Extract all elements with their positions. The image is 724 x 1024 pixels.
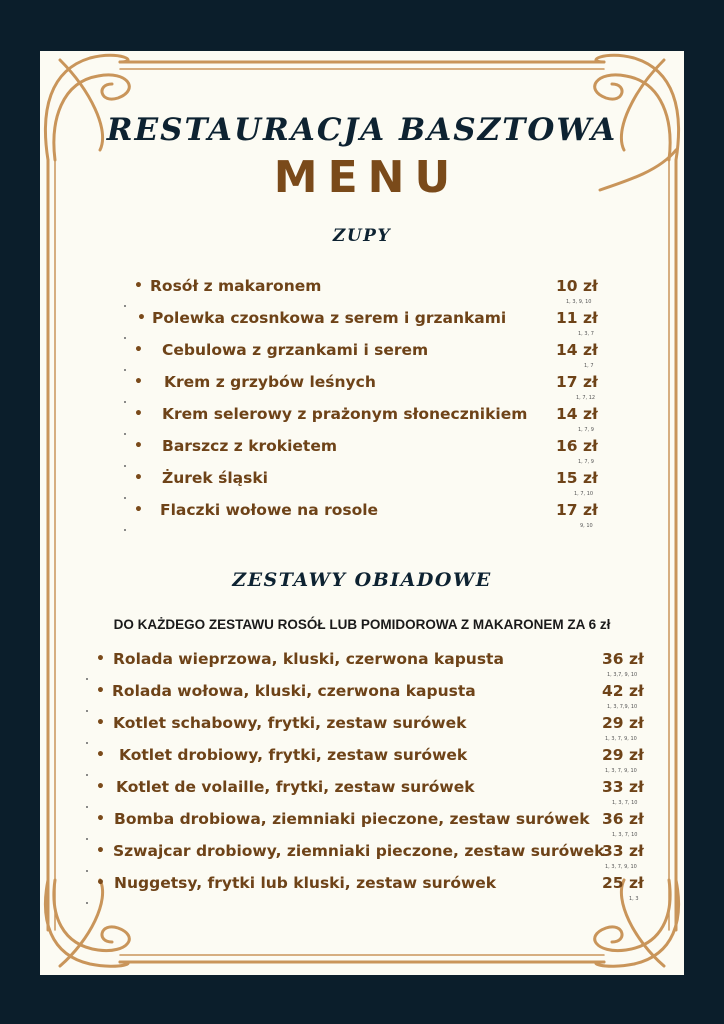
divider-dot xyxy=(86,902,88,904)
soup-item xyxy=(0,373,724,405)
set-item xyxy=(0,778,724,810)
bullet-icon: • xyxy=(134,374,143,390)
dish-name: Żurek śląski xyxy=(162,469,268,487)
soup-item xyxy=(0,277,724,309)
divider-dot xyxy=(86,838,88,840)
divider-dot xyxy=(86,774,88,776)
allergen-codes: 1, 7 xyxy=(584,363,594,369)
dish-name: Rolada wieprzowa, kluski, czerwona kapusta xyxy=(113,650,504,668)
set-item xyxy=(0,650,724,682)
dish-price: 14 zł xyxy=(556,405,598,423)
dish-price: 25 zł xyxy=(602,874,644,892)
divider-dot xyxy=(124,369,126,371)
bullet-icon: • xyxy=(134,502,143,518)
menu-title: MENU xyxy=(273,152,461,203)
dish-price: 42 zł xyxy=(602,682,644,700)
bullet-icon: • xyxy=(134,470,143,486)
sets-soup-note: DO KAŻDEGO ZESTAWU ROSÓŁ LUB POMIDOROWA Z MAKARONEM ZA 6 zł xyxy=(113,617,611,632)
dish-price: 14 zł xyxy=(556,341,598,359)
bullet-icon: • xyxy=(96,875,105,891)
allergen-codes: 1, 7, 9 xyxy=(578,459,594,465)
bullet-icon: • xyxy=(96,715,105,731)
dish-name: Barszcz z krokietem xyxy=(162,437,337,455)
dish-name: Szwajcar drobiowy, ziemniaki pieczone, zestaw surówek xyxy=(113,842,605,860)
dish-name: Rosół z makaronem xyxy=(150,277,322,295)
dish-price: 33 zł xyxy=(602,778,644,796)
set-item xyxy=(0,810,724,842)
soups-section-title: ZUPY xyxy=(332,226,392,246)
allergen-codes: 1, 7, 12 xyxy=(576,395,596,401)
dish-price: 17 zł xyxy=(556,501,598,519)
bullet-icon: • xyxy=(96,747,105,763)
dish-name: Kotlet drobiowy, frytki, zestaw surówek xyxy=(119,746,468,764)
dish-name: Nuggetsy, frytki lub kluski, zestaw surówek xyxy=(114,874,497,892)
sets-section-title: ZESTAWY OBIADOWE xyxy=(232,569,492,591)
dish-price: 36 zł xyxy=(602,650,644,668)
divider-dot xyxy=(124,529,126,531)
divider-dot xyxy=(86,678,88,680)
divider-dot xyxy=(86,742,88,744)
divider-dot xyxy=(86,806,88,808)
dish-name: Kotlet schabowy, frytki, zestaw surówek xyxy=(113,714,467,732)
dish-name: Krem z grzybów leśnych xyxy=(164,373,376,391)
allergen-codes: 1, 3, 7, 10 xyxy=(612,832,638,838)
set-item xyxy=(0,682,724,714)
divider-dot xyxy=(86,870,88,872)
allergen-codes: 1, 3, 7,9, 10 xyxy=(607,704,638,710)
bullet-icon: • xyxy=(96,779,105,795)
soup-item xyxy=(0,341,724,373)
set-item xyxy=(0,874,724,906)
dish-price: 29 zł xyxy=(602,714,644,732)
bullet-icon: • xyxy=(134,438,143,454)
allergen-codes: 1, 7, 9 xyxy=(578,427,594,433)
dish-name: Krem selerowy z prażonym słonecznikiem xyxy=(162,405,528,423)
dish-name: Bomba drobiowa, ziemniaki pieczone, zestaw surówek xyxy=(114,810,590,828)
soup-item xyxy=(0,469,724,501)
dish-name: Cebulowa z grzankami i serem xyxy=(162,341,429,359)
dish-price: 36 zł xyxy=(602,810,644,828)
allergen-codes: 1, 3, 7, 9, 10 xyxy=(605,768,637,774)
bullet-icon: • xyxy=(96,811,105,827)
set-item xyxy=(0,842,724,874)
set-item xyxy=(0,746,724,778)
dish-price: 33 zł xyxy=(602,842,644,860)
dish-price: 10 zł xyxy=(556,277,598,295)
bullet-icon: • xyxy=(137,310,146,326)
dish-price: 17 zł xyxy=(556,373,598,391)
divider-dot xyxy=(124,337,126,339)
bullet-icon: • xyxy=(96,683,105,699)
bullet-icon: • xyxy=(134,406,143,422)
divider-dot xyxy=(124,433,126,435)
allergen-codes: 1, 3, 7, 9, 10 xyxy=(605,864,637,870)
divider-dot xyxy=(124,465,126,467)
soup-item xyxy=(0,501,724,533)
allergen-codes: 1, 3, 7, 10 xyxy=(612,800,638,806)
set-item xyxy=(0,714,724,746)
bullet-icon: • xyxy=(96,651,105,667)
allergen-codes: 1, 3, 9, 10 xyxy=(566,299,592,305)
dish-price: 11 zł xyxy=(556,309,598,327)
soup-item xyxy=(0,405,724,437)
allergen-codes: 1, 3,7, 9, 10 xyxy=(607,672,638,678)
bullet-icon: • xyxy=(134,342,143,358)
allergen-codes: 1, 3 xyxy=(629,896,639,902)
divider-dot xyxy=(124,497,126,499)
bullet-icon: • xyxy=(134,278,143,294)
divider-dot xyxy=(124,305,126,307)
dish-price: 15 zł xyxy=(556,469,598,487)
allergen-codes: 1, 3, 7, 9, 10 xyxy=(605,736,637,742)
allergen-codes: 1, 7, 10 xyxy=(574,491,594,497)
dish-name: Flaczki wołowe na rosole xyxy=(160,501,379,519)
allergen-codes: 9, 10 xyxy=(580,523,593,529)
divider-dot xyxy=(124,401,126,403)
dish-name: Kotlet de volaille, frytki, zestaw surówek xyxy=(116,778,475,796)
soup-item xyxy=(0,437,724,469)
dish-name: Rolada wołowa, kluski, czerwona kapusta xyxy=(112,682,476,700)
bullet-icon: • xyxy=(96,843,105,859)
restaurant-name: RESTAURACJA BASZTOWA xyxy=(106,112,618,148)
dish-price: 16 zł xyxy=(556,437,598,455)
dish-price: 29 zł xyxy=(602,746,644,764)
dish-name: Polewka czosnkowa z serem i grzankami xyxy=(152,309,507,327)
divider-dot xyxy=(86,710,88,712)
allergen-codes: 1, 3, 7 xyxy=(578,331,594,337)
soup-item xyxy=(0,309,724,341)
